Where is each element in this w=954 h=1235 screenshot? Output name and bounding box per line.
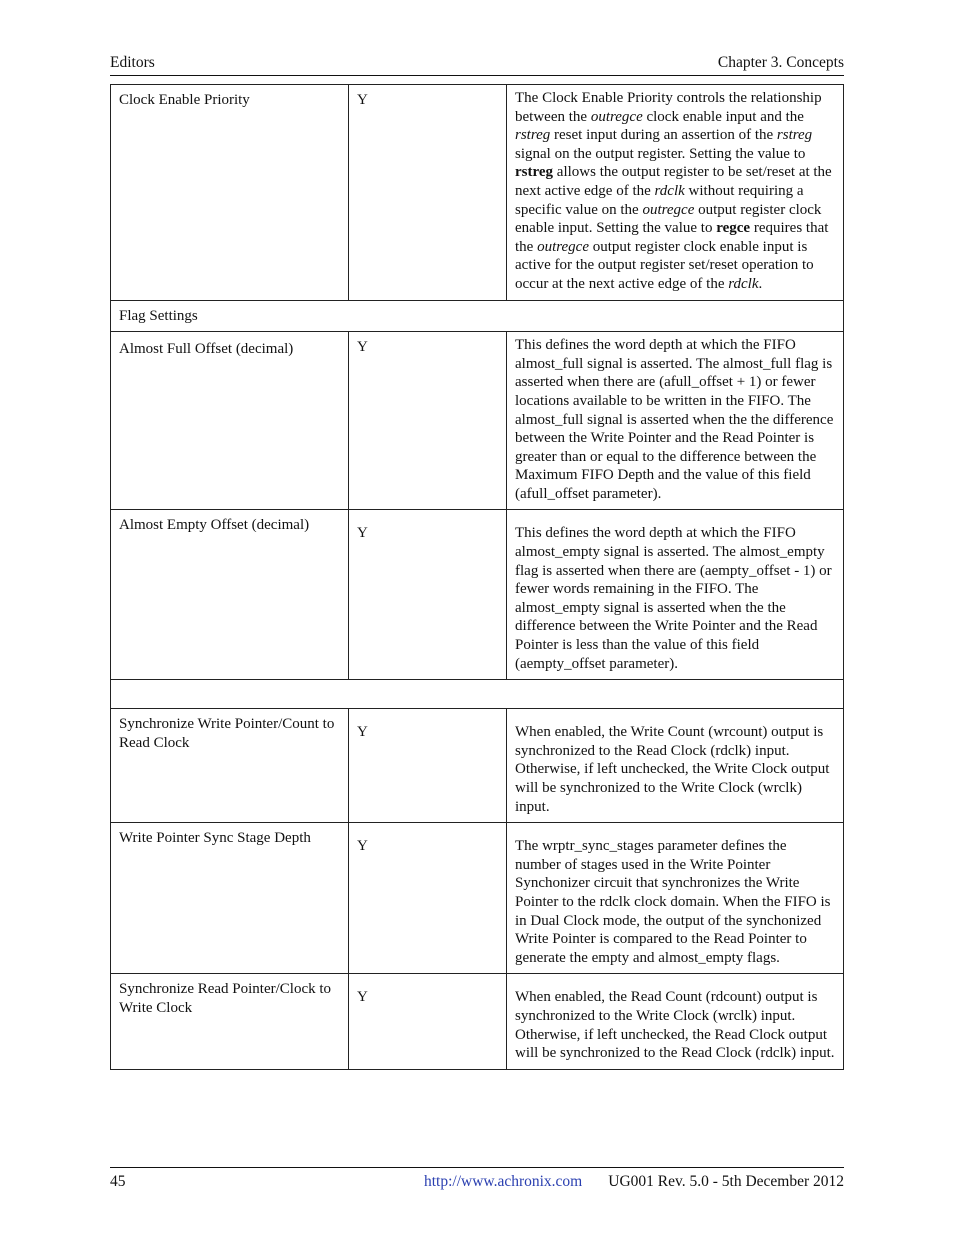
table-row [111, 823, 844, 974]
param-required: Y [349, 974, 507, 1069]
page-footer [110, 1173, 844, 1191]
blank-section-row [111, 680, 844, 709]
header-chapter-title: Chapter 3. Concepts [717, 54, 844, 71]
table-row [111, 709, 844, 823]
param-name: Write Pointer Sync Stage Depth [111, 823, 349, 974]
website-link[interactable]: http://www.achronix.com [423, 1173, 583, 1190]
param-name: Almost Empty Offset (decimal) [111, 510, 349, 680]
param-description: This defines the word depth at which the FIFO almost_empty signal is asserted. The almost_empty flag is asserted when there are (aempty_offset - 1) or fewer words remaining in the FIFO. The almost_empty signal is asserted when the the difference between the Write Pointer and the Read Pointer is less than the value of this field (aempty_offset parameter). [507, 510, 844, 680]
section-heading: Flag Settings [111, 300, 844, 332]
page-header [110, 54, 844, 72]
param-name: Synchronize Read Pointer/Clock to Write Clock [111, 974, 349, 1069]
footer-rule [110, 1167, 844, 1168]
table-row [111, 974, 844, 1069]
section-row [111, 300, 844, 332]
param-name: Almost Full Offset (decimal) [111, 332, 349, 510]
param-required: Y [349, 823, 507, 974]
footer-right [424, 1173, 844, 1191]
param-required: Y [349, 709, 507, 823]
table-row [111, 332, 844, 510]
param-description: The wrptr_sync_stages parameter defines the number of stages used in the Write Pointer Synchonizer circuit that synchronizes the Write Pointer to the rdclk clock domain. When the FIFO is in Dual Clock mode, the output of the synchonized Write Pointer is compared to the Read Pointer to generate the empty and almost_empty flags. [507, 823, 844, 974]
param-description: When enabled, the Write Count (wrcount) output is synchronized to the Read Clock (rdclk) input. Otherwise, if left unchecked, the Write Clock output will be synchronized to the Write Clock (wrclk) input. [507, 709, 844, 823]
header-section-title: Editors [110, 54, 155, 71]
param-description: This defines the word depth at which the FIFO almost_full signal is asserted. The almost_full flag is asserted when there are (afull_offset + 1) or fewer locations available to be written in the FIFO. The almost_full signal is asserted when the the difference between the Write Pointer and the Read Pointer is greater than or equal to the difference between the Maximum FIFO Depth and the value of this field (afull_offset parameter). [507, 332, 844, 510]
document-revision: UG001 Rev. 5.0 - 5th December 2012 [608, 1173, 844, 1190]
page-number: 45 [110, 1173, 126, 1190]
section-heading [111, 680, 844, 709]
param-required: Y [349, 85, 507, 301]
param-name: Synchronize Write Pointer/Count to Read Clock [111, 709, 349, 823]
parameter-table [110, 84, 844, 1070]
header-rule [110, 75, 844, 76]
table-row [111, 510, 844, 680]
param-description: The Clock Enable Priority controls the relationship between the outregce clock enable input and the rstreg reset input during an assertion of the rstreg signal on the output register. Setting the value to rstreg allows the output register to be set/reset at the next active edge of the rdclk without requiring a specific value on the outregce output register clock enable input. Setting the value to regce requires that the outregce output register clock enable input is active for the output register set/reset operation to occur at the next active edge of the rdclk. [507, 85, 844, 301]
param-required: Y [349, 332, 507, 510]
table-row [111, 85, 844, 301]
param-required: Y [349, 510, 507, 680]
param-description: When enabled, the Read Count (rdcount) output is synchronized to the Write Clock (wrclk) input. Otherwise, if left unchecked, the Read Clock output will be synchronized to the Read Clock (rdclk) input. [507, 974, 844, 1069]
param-name: Clock Enable Priority [111, 85, 349, 301]
